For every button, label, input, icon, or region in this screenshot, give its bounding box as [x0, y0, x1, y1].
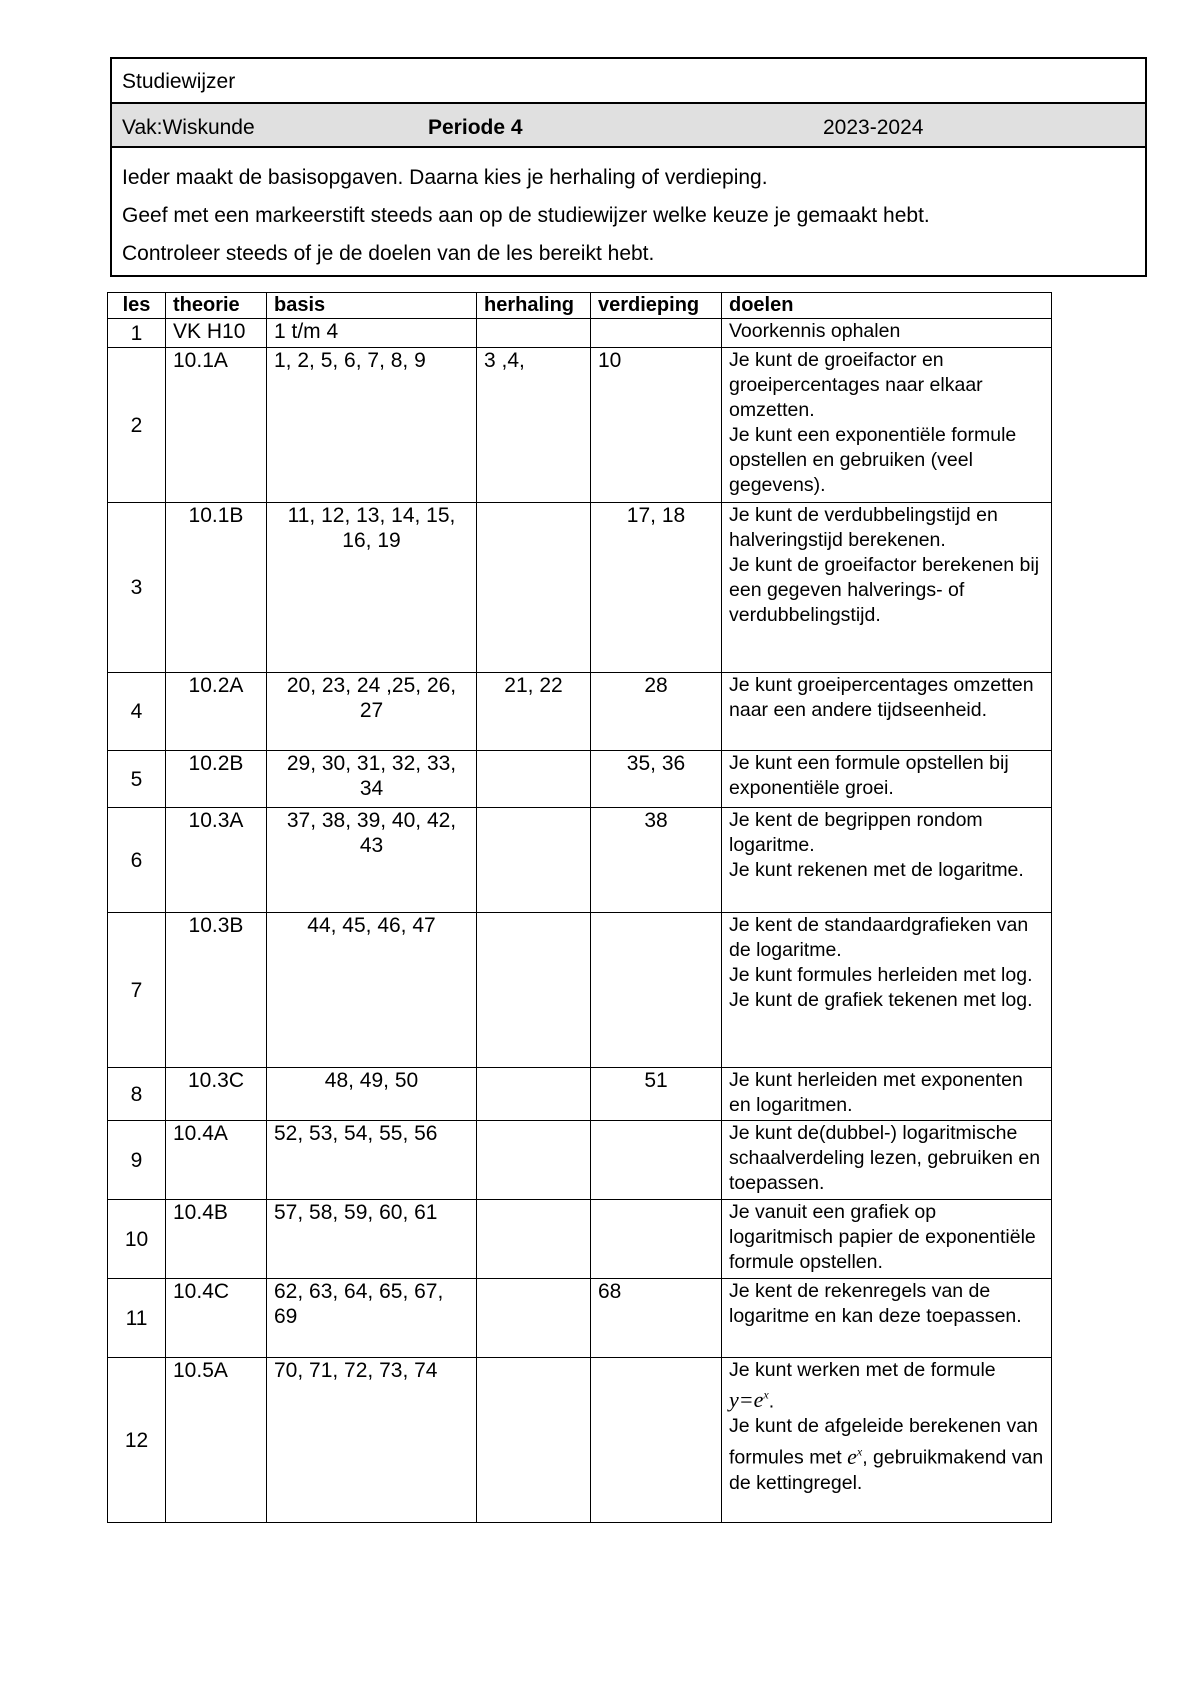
cell-herhaling: 3 ,4,	[477, 348, 591, 503]
cell-doelen	[722, 1279, 1052, 1358]
cell-verdieping: 68	[591, 1279, 722, 1358]
table-row	[108, 1068, 1052, 1121]
table-row	[108, 503, 1052, 673]
goal-text: Je kunt de(dubbel-) logaritmische schaalverdeling lezen, gebruiken en toepassen.	[729, 1122, 1041, 1194]
cell-theorie: VK H10	[166, 319, 267, 348]
cell-doelen	[722, 808, 1052, 913]
goal-text: Je kunt de grafiek tekenen met log.	[729, 989, 1033, 1011]
goal-text: Voorkennis ophalen	[729, 320, 901, 342]
cell-les: 6	[108, 808, 166, 913]
cell-herhaling	[477, 319, 591, 348]
table-header-row	[108, 293, 1052, 319]
table-row	[108, 913, 1052, 1068]
goal-text: Je kunt formules herleiden met log.	[729, 964, 1033, 986]
formula-e-x: $e^x$	[847, 1443, 863, 1469]
goal-text: Je kunt een formule opstellen bij exponentiële groei.	[729, 752, 1009, 799]
cell-doelen	[722, 673, 1052, 751]
cell-les: 3	[108, 503, 166, 673]
cell-verdieping: 38	[591, 808, 722, 913]
goal-text: Je kent de begrippen rondom logaritme.	[729, 809, 983, 856]
formula-y-equals-e-x: $y=e^x$	[729, 1387, 769, 1413]
cell-basis: 70, 71, 72, 73, 74	[267, 1358, 477, 1523]
cell-doelen	[722, 319, 1052, 348]
goal-text: Je kunt herleiden met exponenten en logaritmen.	[729, 1069, 1023, 1116]
cell-verdieping: 35, 36	[591, 751, 722, 808]
goal-text: Je kunt de groeifactor en groeipercentages naar elkaar omzetten.	[729, 349, 983, 421]
column-header-herhaling: herhaling	[477, 293, 591, 319]
column-header-les: les	[108, 293, 166, 319]
cell-basis: 48, 49, 50	[267, 1068, 477, 1121]
cell-les: 9	[108, 1121, 166, 1200]
cell-herhaling	[477, 808, 591, 913]
cell-herhaling	[477, 751, 591, 808]
intro-line: Controleer steeds of je de doelen van de les bereikt hebt.	[122, 242, 655, 265]
header-intro	[112, 148, 1145, 275]
cell-les: 5	[108, 751, 166, 808]
cell-herhaling	[477, 1200, 591, 1279]
cell-theorie: 10.2A	[166, 673, 267, 751]
goal-text: Je kunt werken met de formule $y=e^x$.	[729, 1359, 996, 1413]
cell-theorie: 10.4A	[166, 1121, 267, 1200]
cell-basis: 37, 38, 39, 40, 42, 43	[267, 808, 477, 913]
goal-text: Je kent de rekenregels van de logaritme en kan deze toepassen.	[729, 1280, 1022, 1327]
cell-verdieping: 17, 18	[591, 503, 722, 673]
cell-les: 8	[108, 1068, 166, 1121]
cell-herhaling	[477, 503, 591, 673]
goal-text: Je vanuit een grafiek op logaritmisch papier de exponentiële formule opstellen.	[729, 1201, 1036, 1273]
cell-doelen	[722, 1200, 1052, 1279]
table-row	[108, 673, 1052, 751]
column-header-theorie: theorie	[166, 293, 267, 319]
school-year-label: 2023-2024	[823, 116, 924, 139]
column-header-basis: basis	[267, 293, 477, 319]
cell-les: 4	[108, 673, 166, 751]
cell-theorie: 10.5A	[166, 1358, 267, 1523]
goal-text: Je kunt de afgeleide berekenen van formules met $e^x$, gebruikmakend van de kettingregel.	[729, 1415, 1044, 1494]
table-row	[108, 348, 1052, 503]
intro-line: Geef met een markeerstift steeds aan op de studiewijzer welke keuze je gemaakt hebt.	[122, 204, 930, 227]
cell-herhaling	[477, 1068, 591, 1121]
cell-les: 11	[108, 1279, 166, 1358]
cell-verdieping	[591, 1121, 722, 1200]
cell-basis: 52, 53, 54, 55, 56	[267, 1121, 477, 1200]
cell-verdieping: 28	[591, 673, 722, 751]
goal-text: Je kunt groeipercentages omzetten naar een andere tijdseenheid.	[729, 674, 1034, 721]
table-row	[108, 1358, 1052, 1523]
cell-theorie: 10.1A	[166, 348, 267, 503]
cell-basis: 11, 12, 13, 14, 15, 16, 19	[267, 503, 477, 673]
cell-doelen	[722, 348, 1052, 503]
cell-theorie: 10.2B	[166, 751, 267, 808]
table-row	[108, 808, 1052, 913]
cell-verdieping	[591, 913, 722, 1068]
cell-doelen	[722, 1121, 1052, 1200]
cell-basis: 1, 2, 5, 6, 7, 8, 9	[267, 348, 477, 503]
goal-text: Je kunt rekenen met de logaritme.	[729, 859, 1024, 881]
goal-text: Je kunt een exponentiële formule opstellen en gebruiken (veel gegevens).	[729, 424, 1017, 496]
table-row	[108, 1279, 1052, 1358]
cell-basis: 29, 30, 31, 32, 33, 34	[267, 751, 477, 808]
cell-basis: 44, 45, 46, 47	[267, 913, 477, 1068]
cell-doelen	[722, 913, 1052, 1068]
goal-text: Je kunt de verdubbelingstijd en halveringstijd berekenen.	[729, 504, 998, 551]
cell-basis: 57, 58, 59, 60, 61	[267, 1200, 477, 1279]
cell-verdieping	[591, 1200, 722, 1279]
cell-herhaling	[477, 1121, 591, 1200]
cell-les: 2	[108, 348, 166, 503]
cell-doelen	[722, 503, 1052, 673]
cell-herhaling	[477, 1358, 591, 1523]
cell-doelen	[722, 1068, 1052, 1121]
cell-theorie: 10.3B	[166, 913, 267, 1068]
cell-basis: 1 t/m 4	[267, 319, 477, 348]
subject-label: Vak:Wiskunde	[122, 116, 255, 139]
goal-text: Je kunt de groeifactor berekenen bij een gegeven halverings- of verdubbelingstijd.	[729, 554, 1040, 626]
cell-basis: 20, 23, 24 ,25, 26, 27	[267, 673, 477, 751]
cell-theorie: 10.3C	[166, 1068, 267, 1121]
studiewijzer-header	[110, 57, 1147, 277]
column-header-doelen: doelen	[722, 293, 1052, 319]
cell-les: 7	[108, 913, 166, 1068]
cell-doelen	[722, 751, 1052, 808]
cell-doelen	[722, 1358, 1052, 1523]
cell-herhaling	[477, 913, 591, 1068]
cell-verdieping: 51	[591, 1068, 722, 1121]
cell-theorie: 10.4C	[166, 1279, 267, 1358]
table-row	[108, 1200, 1052, 1279]
intro-line: Ieder maakt de basisopgaven. Daarna kies je herhaling of verdieping.	[122, 166, 768, 189]
cell-theorie: 10.1B	[166, 503, 267, 673]
cell-herhaling: 21, 22	[477, 673, 591, 751]
column-header-verdieping: verdieping	[591, 293, 722, 319]
cell-theorie: 10.3A	[166, 808, 267, 913]
table-row	[108, 751, 1052, 808]
cell-verdieping	[591, 319, 722, 348]
cell-verdieping: 10	[591, 348, 722, 503]
cell-les: 1	[108, 319, 166, 348]
table-row	[108, 319, 1052, 348]
table-row	[108, 1121, 1052, 1200]
cell-basis: 62, 63, 64, 65, 67, 69	[267, 1279, 477, 1358]
header-title: Studiewijzer	[112, 59, 1145, 104]
cell-theorie: 10.4B	[166, 1200, 267, 1279]
header-info-row	[112, 104, 1145, 148]
cell-herhaling	[477, 1279, 591, 1358]
cell-verdieping	[591, 1358, 722, 1523]
cell-les: 10	[108, 1200, 166, 1279]
lesson-plan-table	[107, 292, 1052, 1523]
period-label: Periode 4	[428, 116, 523, 139]
goal-text: Je kent de standaardgrafieken van de logaritme.	[729, 914, 1029, 961]
cell-les: 12	[108, 1358, 166, 1523]
